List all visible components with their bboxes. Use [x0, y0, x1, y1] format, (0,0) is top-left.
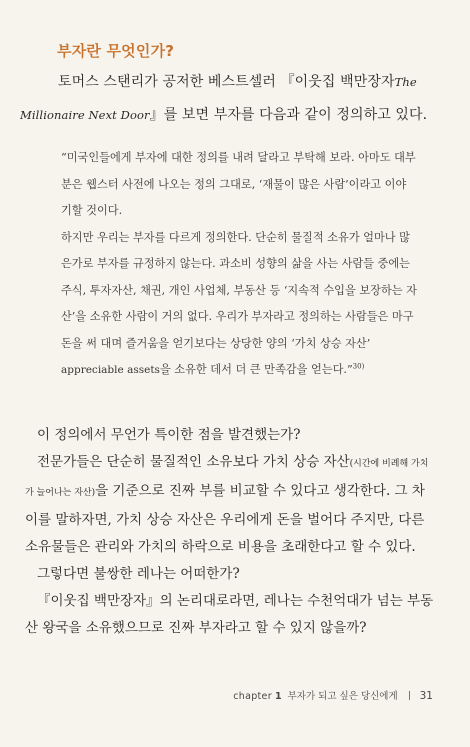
parenthetical-note: (시간에 비례해 가치가 늘어나는 자산)	[25, 459, 429, 498]
intro-paragraph	[20, 66, 432, 132]
footer-divider	[409, 691, 410, 700]
body-paragraph-2-start: 전문가들은 단순히 물질적인 소유보다 가치 상승 자산	[37, 454, 350, 470]
intro-text-after-book: 를 보면 부자를 다음과 같이 정의하고 있다.	[163, 107, 428, 123]
page-footer	[0, 688, 433, 702]
quote-paragraph-1: “미국인들에게 부자에 대한 정의를 내려 달라고 부탁해 보라. 아마도 대부분은 웹스터 사전에 나오는 정의 그대로, ‘재물이 많은 사람’이라고 이야기할 것이다.	[61, 151, 416, 217]
body-text	[25, 422, 437, 642]
body-paragraph-3: 그렇다면 불쌍한 레나는 어떠한가?	[37, 566, 240, 582]
body-paragraph-4: 『이웃집 백만장자』의 논리대로라면, 레나는 수천억대가 넘는 부동산 왕국을 소유했으므로 진짜 부자라고 할 수 있지 않을까?	[25, 593, 434, 636]
body-paragraph-2	[25, 449, 437, 561]
footnote-marker: 30)	[352, 362, 365, 371]
body-paragraph-1: 이 정의에서 무언가 특이한 점을 발견했는가?	[37, 427, 301, 443]
quote-paragraph-2-end: 을 소유한 데서 더 큰 만족감을 얻는다.”	[159, 363, 353, 376]
english-term: appreciable assets	[61, 364, 160, 376]
book-title-english: The Millionaire Next Door	[20, 75, 417, 122]
book-title-close-bracket: 』	[149, 107, 164, 123]
chapter-label: chapter	[233, 691, 272, 702]
section-title: 부자란 무엇인가?	[57, 42, 175, 60]
quote-paragraph-2-text: 하지만 우리는 부자를 다르게 정의한다. 단순히 물질적 소유가 얼마나 많은가로 부자를 규정하지 않는다. 과소비 성향의 삶을 사는 사람들 중에는 주식, 투자자산, 채권, 개인 사업체, 부동산 등 ‘지속적 수입을 보장하는 자산’을 소유한 사람이 거의 없다. 우리가 부자라고 정의하는 사람들은 마구 돈을 써 대며 즐거움을 얻기보다는 상당한 양의 ‘가치 상승 자산’	[61, 230, 417, 350]
page-number: 31	[419, 690, 433, 702]
body-paragraph-2-end: 을 기준으로 진짜 부를 비교할 수 있다고 생각한다. 그 차이를 말하자면, 가치 상승 자산은 우리에게 돈을 벌어다 주지만, 다른 소유물들은 관리와 가치의 하락으로 비용을 초래한다고 할 수 있다.	[25, 483, 425, 555]
block-quote	[61, 145, 417, 384]
book-title-korean: 『이웃집 백만장자	[280, 74, 395, 90]
chapter-title: 부자가 되고 싶은 당신에게	[287, 691, 398, 702]
intro-text-before-book: 토머스 스탠리가 공저한 베스트셀러	[58, 74, 281, 90]
quote-paragraph-2	[61, 225, 417, 384]
chapter-number: 1	[274, 691, 282, 702]
